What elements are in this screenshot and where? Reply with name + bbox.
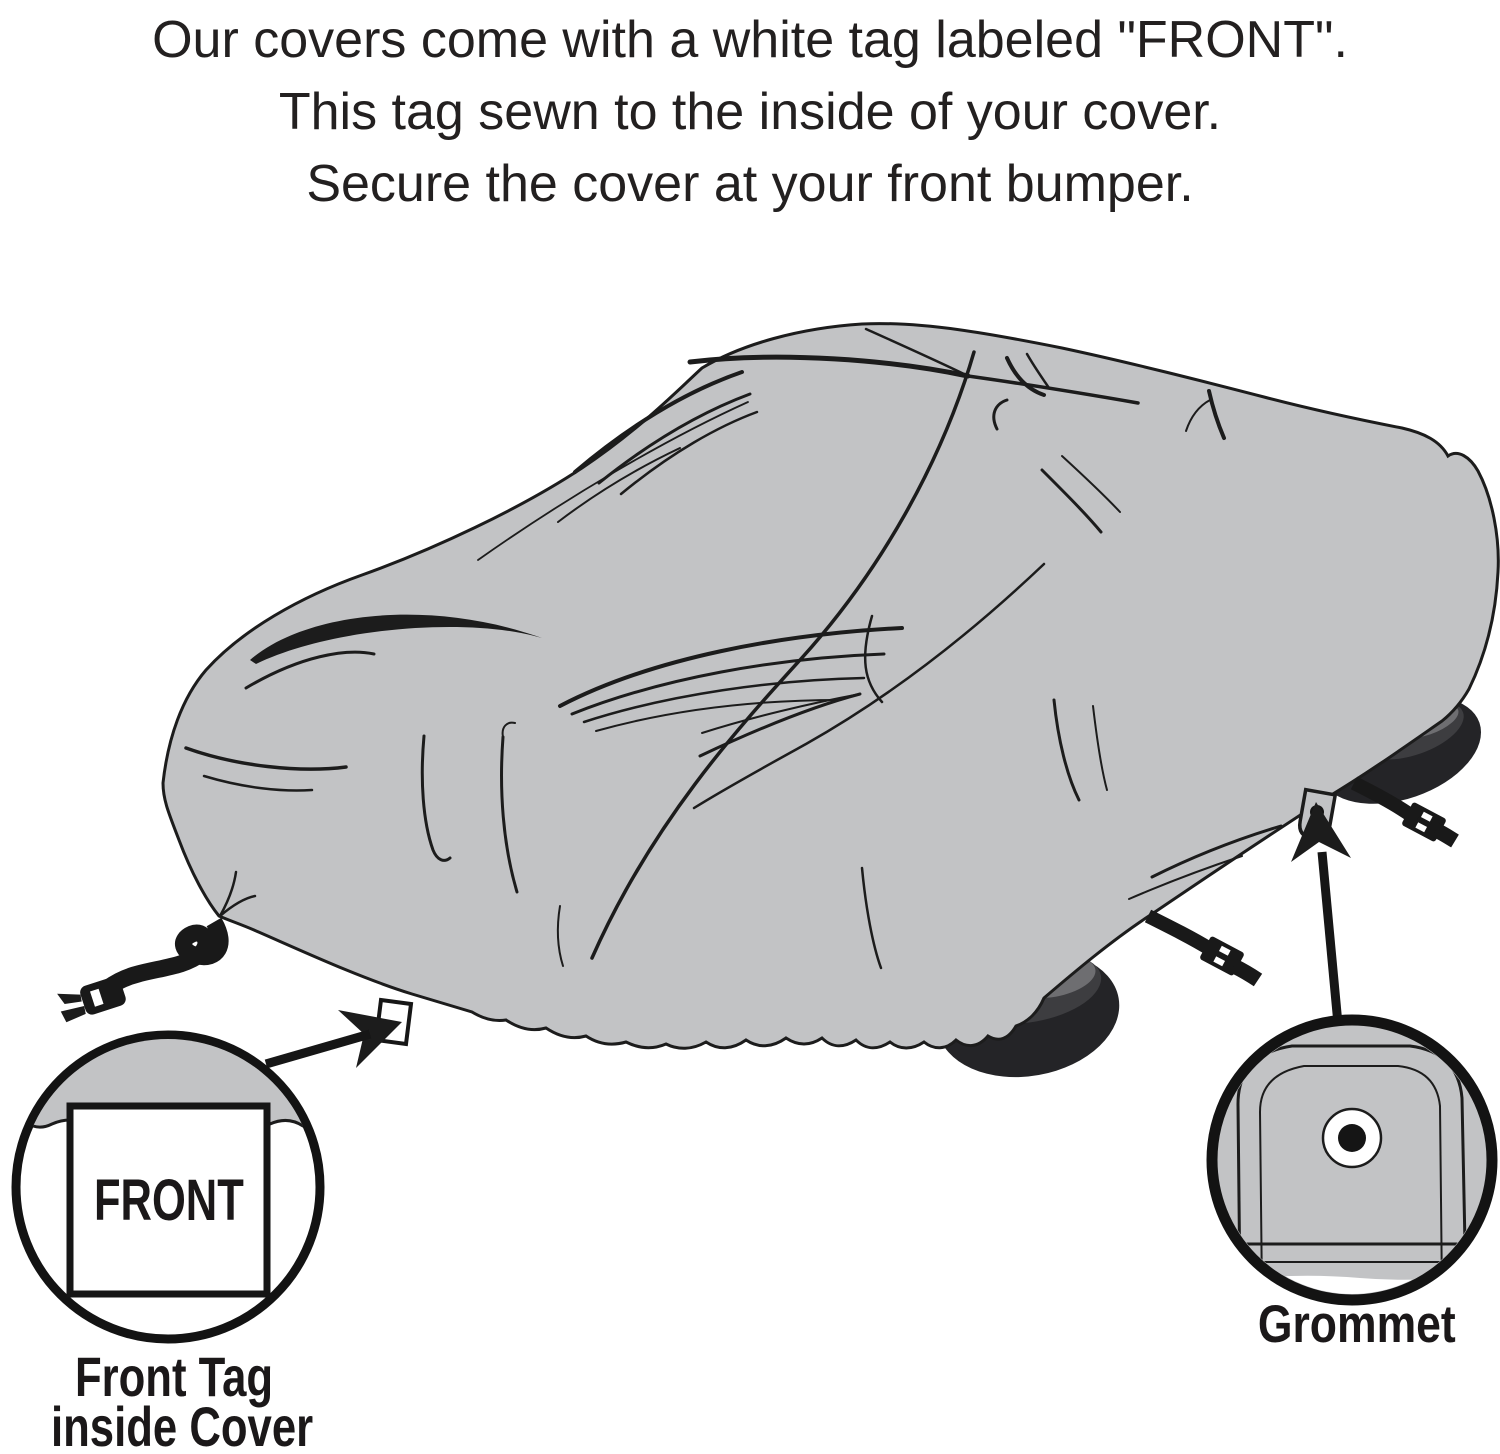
front-tag-text	[70, 1106, 267, 1294]
header-line-1: Our covers come with a white tag labeled "FRONT".	[152, 11, 1348, 69]
front-tag-caption-line-1: Front Tag	[74, 1345, 274, 1408]
grommet-ring-icon	[1323, 1109, 1381, 1167]
front-strap	[55, 922, 220, 1024]
front-tag-caption-line-2: inside Cover	[50, 1395, 314, 1454]
grommet-callout	[1212, 802, 1492, 1302]
grommet-caption	[1202, 1295, 1500, 1354]
front-tag-caption	[14, 1345, 334, 1454]
side-strap-lower	[1148, 916, 1258, 980]
header-line-3: Secure the cover at your front bumper.	[306, 155, 1194, 213]
grommet-caption-text: Grommet	[1258, 1295, 1456, 1354]
header-line-2: This tag sewn to the inside of your cover.	[278, 83, 1222, 141]
front-strap-buckle-icon	[55, 974, 127, 1024]
front-tag-text-value: FRONT	[93, 1167, 244, 1233]
cover-body	[163, 324, 1498, 1049]
